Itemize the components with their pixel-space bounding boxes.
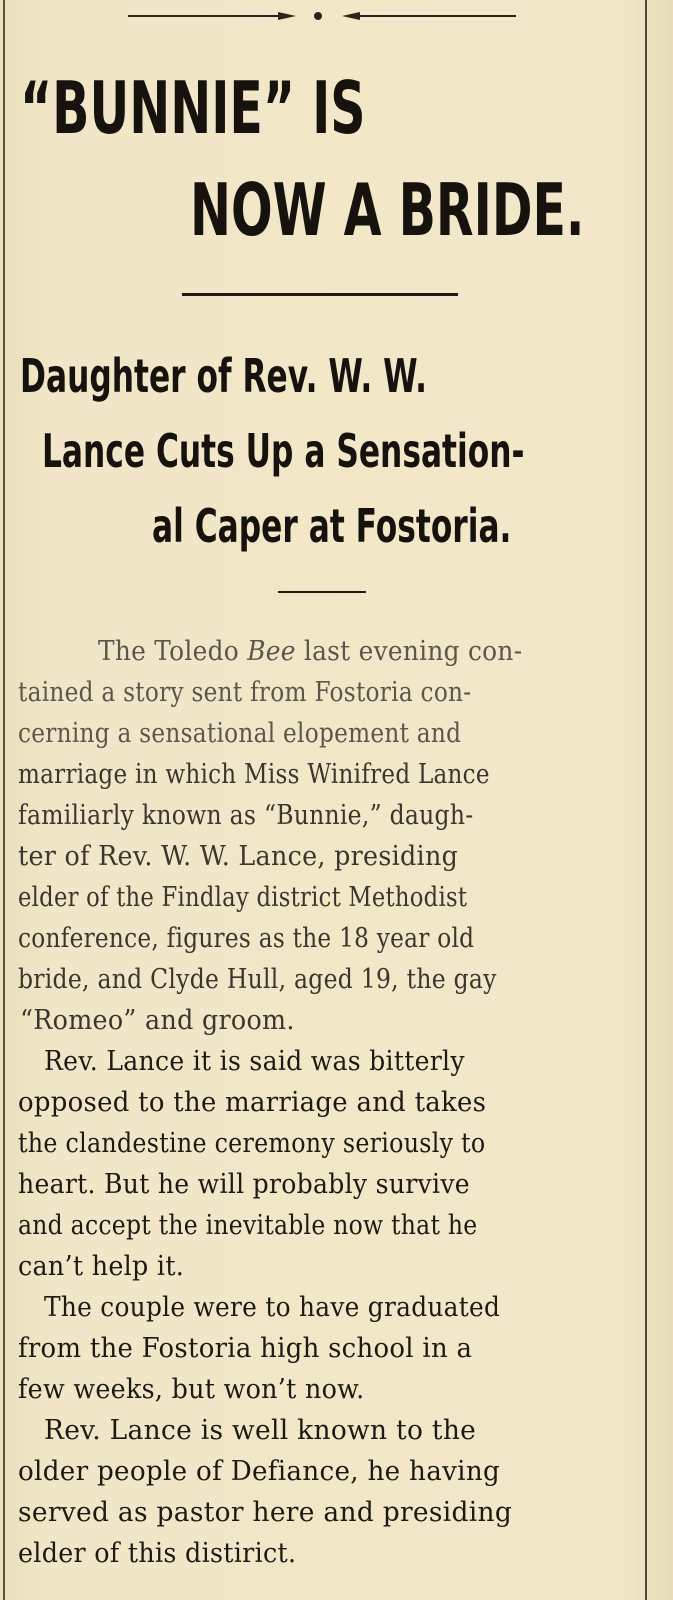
newspaper-name: Bee bbox=[247, 636, 296, 667]
body-line: older people of Defiance, he having bbox=[18, 1456, 501, 1487]
body-line: ter of Rev. W. W. Lance, presiding bbox=[18, 841, 459, 872]
body-line: conference, figures as the 18 year old bbox=[18, 923, 475, 954]
body-line: familiarly known as “Bunnie,” daugh- bbox=[18, 800, 474, 831]
body-line: Rev. Lance it is said was bitterly bbox=[44, 1046, 465, 1077]
body-line: cerning a sensational elopement and bbox=[18, 718, 462, 749]
headline-line-2: NOW A BRIDE. bbox=[190, 168, 585, 252]
subheadline-line-3: al Caper at Fostoria. bbox=[152, 499, 512, 553]
body-line: from the Fostoria high school in a bbox=[18, 1333, 473, 1364]
body-line: elder of this distirict. bbox=[18, 1538, 297, 1569]
body-line: Rev. Lance is well known to the bbox=[44, 1415, 477, 1446]
headline-divider bbox=[182, 293, 458, 296]
body-line: heart. But he will probably survive bbox=[18, 1169, 470, 1200]
body-line: the clandestine ceremony seriously to bbox=[18, 1128, 486, 1159]
body-line: The Toledo Bee last evening con- bbox=[98, 636, 523, 667]
body-line: elder of the Findlay district Methodist bbox=[18, 882, 468, 913]
right-column-rule bbox=[645, 0, 647, 1600]
subheadline-line-1: Daughter of Rev. W. W. bbox=[20, 349, 427, 403]
body-line: The couple were to have graduated bbox=[44, 1292, 501, 1323]
top-ornament-rule bbox=[128, 8, 516, 24]
body-line: and accept the inevitable now that he bbox=[18, 1210, 478, 1241]
body-line: opposed to the marriage and takes bbox=[18, 1087, 487, 1118]
subheadline-divider bbox=[278, 591, 366, 593]
subheadline-line-2: Lance Cuts Up a Sensation- bbox=[42, 424, 525, 478]
body-line: can’t help it. bbox=[18, 1251, 185, 1282]
body-line: tained a story sent from Fostoria con- bbox=[18, 677, 472, 708]
body-line: marriage in which Miss Winifred Lance bbox=[18, 759, 490, 790]
body-line: “Romeo” and groom. bbox=[20, 1005, 295, 1036]
body-line: served as pastor here and presiding bbox=[18, 1497, 513, 1528]
headline-line-1: “BUNNIE” IS bbox=[20, 66, 366, 150]
body-line: bride, and Clyde Hull, aged 19, the gay bbox=[18, 964, 497, 995]
body-line: few weeks, but won’t now. bbox=[18, 1374, 365, 1405]
left-column-rule bbox=[3, 0, 5, 1600]
